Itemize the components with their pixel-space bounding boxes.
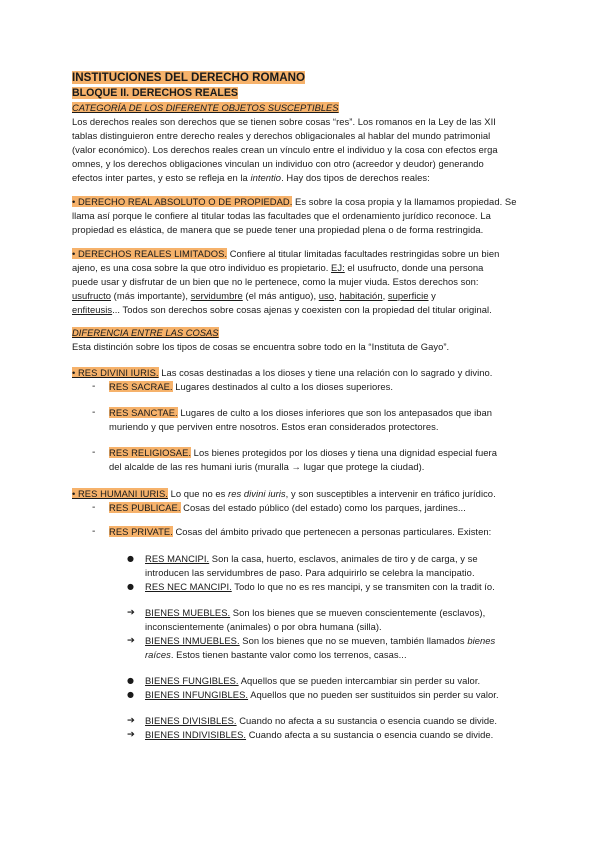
limitados-text: , [334,290,340,301]
diferencia-text: Esta distinción sobre los tipos de cosas se encuentra sobre todo en la “Instituta de Gayo”. [72,341,450,352]
intro-intentio: intentio [250,172,282,183]
limitados-text: (más importante), [111,290,191,301]
religiosae-text: Los bienes protegidos por los dioses y tiena una dignidad especial fuera [191,447,497,458]
propiedad-text: Es sobre la cosa propia y la llamamos propiedad. Se [292,196,517,207]
divisibles-label: BIENES DIVISIBLES. [145,715,237,726]
indivisibles-line [145,728,493,742]
sacrae-label: RES SACRAE. [109,381,173,392]
propiedad-label: • DERECHO REAL ABSOLUTO O DE PROPIEDAD. [72,196,293,207]
sanctae-label: RES SANCTAE. [109,407,178,418]
intro-text: efectos inter partes, y esto se refleja en la [72,172,251,183]
limitados-text-2c: el usufructo, donde una persona [344,262,484,273]
intro-line-1: Los derechos reales son derechos que se tienen sobre cosas “res”. Los romanos en la Ley de las XII [72,116,496,127]
term-usufructo: usufructo [72,290,112,301]
limitados-ej: EJ: [331,262,345,273]
document-title-text: INSTITUCIONES DEL DERECHO ROMANO [72,71,305,84]
mancipi-line-2: introducen las servidumbres de paso. Para adquirirlo se celebra la mancipatio. [145,567,475,578]
term-servidumbre: servidumbre [190,290,243,301]
inmuebles-line-2 [145,648,407,662]
sacrae-text: Lugares destinados al culto a los dioses superiores. [172,381,394,392]
mancipi-line-1 [145,552,478,566]
term-superficie: superficie [387,290,429,301]
dash-marker: - [92,407,96,418]
limitados-label: • DERECHOS REALES LIMITADOS. [72,248,228,259]
limitados-line-4 [72,289,436,303]
intro-line-5 [72,171,430,185]
fungibles-label: BIENES FUNGIBLES. [145,675,239,686]
muebles-label: BIENES MUEBLES. [145,607,231,618]
limitados-line-5 [72,303,492,317]
intro-text-end: . Hay dos tipos de derechos reales: [281,172,430,183]
sanctae-text: Lugares de culto a los dioses inferiores que son los antepasados que iban [177,407,492,418]
arrow-right-icon: ➔ [127,635,135,646]
muebles-line-1 [145,606,485,620]
propiedad-line-2: llama así porque le confiere al titular todas las facultades que el ordenamiento jurídico reconoce. La [72,210,491,221]
publicae-text: Cosas del estado público (del estado) como los parques, jardines... [180,502,466,513]
muebles-line-2: inconscientemente (animales) o por obra humana (silla). [145,621,382,632]
section-heading-diferencia-text: DIFERENCIA ENTRE LAS COSAS [72,327,219,338]
block-title [72,87,238,100]
religiosae-label: RES RELIGIOSAE. [109,447,192,458]
block-title-text: BLOQUE II. DERECHOS REALES [72,87,238,99]
arrow-right-icon: ➔ [127,715,135,726]
humani-italic: res divini iuris [228,488,286,499]
bullet-dot-icon: ● [127,554,134,563]
private-line [109,525,491,539]
infungibles-line [145,688,499,702]
limitados-line-2 [72,261,483,275]
religiosae-line-1 [109,446,497,460]
term-enfiteusis: enfiteusis [72,304,113,315]
document-title [72,71,305,85]
private-text: Cosas del ámbito privado que pertenecen a personas particulares. Existen: [172,526,492,537]
section-heading-diferencia [72,326,219,340]
necmancipi-label: RES NEC MANCIPI. [145,581,232,592]
mancipi-label: RES MANCIPI. [145,553,210,564]
intro-line-4: omnes, y los derechos obligaciones vinculan un individuo con otro (acreedor y deudor) generando [72,158,484,169]
publicae-label: RES PUBLICAE. [109,502,181,513]
divisibles-line [145,714,497,728]
inmuebles-italic: bienes [467,635,496,646]
necmancipi-text: Todo lo que no es res mancipi, y se transmiten con la tradit ío. [231,581,495,592]
inmuebles-italic-2: raíces [145,649,171,660]
bullet-dot-icon: ● [127,690,134,699]
humani-text: Lo que no es [167,488,229,499]
sacrae-line [109,380,393,394]
indivisibles-text: Cuando afecta a su sustancia o esencia cuando se divide. [246,729,494,740]
infungibles-text: Aquellos que no pueden ser sustituidos sin perder su valor. [248,689,499,700]
term-habitacion: habitación [339,290,383,301]
bullet-dot-icon: ● [127,582,134,591]
inmuebles-line-1 [145,634,495,648]
limitados-text: , [382,290,388,301]
sanctae-line-2: muriendo y que perviven entre nosotros. Estos eran considerados protectores. [109,421,439,432]
limitados-text: Confiere al titular limitadas facultades restringidas sobre un bien [227,248,500,259]
dash-marker: - [92,526,96,537]
propiedad-line-1 [72,195,516,209]
humani-line [72,487,496,501]
section-heading-categoria-text: CATEGORÍA DE LOS DIFERENTE OBJETOS SUSCEPTIBLES [72,102,339,113]
fungibles-line [145,674,480,688]
private-label: RES PRIVATE. [109,526,173,537]
dash-marker: - [92,381,96,392]
arrow-right-icon: ➔ [127,729,135,740]
indivisibles-label: BIENES INDIVISIBLES. [145,729,247,740]
limitados-text: ... Todos son derechos sobre cosas ajenas y coexisten con la propiedad del titular original. [112,304,492,315]
inmuebles-text-2: . Estos tienen bastante valor como los terrenos, casas... [170,649,407,660]
sanctae-line-1 [109,406,492,420]
term-uso: uso [318,290,335,301]
fungibles-text: Aquellos que se pueden intercambiar sin perder su valor. [238,675,481,686]
necmancipi-line [145,580,495,594]
infungibles-label: BIENES INFUNGIBLES. [145,689,249,700]
inmuebles-text: Son los bienes que no se mueven, también llamados [239,635,468,646]
limitados-text-2a: ajeno, es una cosa sobre la que otro individuo es propietario. [72,262,332,273]
humani-label: • RES HUMANI IURIS. [72,488,168,499]
propiedad-line-3: propiedad es elástica, de manera que se puede tener una propiedad plena o de forma restringida. [72,224,484,235]
limitados-text: y [428,290,436,301]
religiosae-line-2: del alcalde de las res humani iuris (muralla → lugar que protege la ciudad). [109,461,425,472]
muebles-text: Son los bienes que se mueven conscientemente (esclavos), [230,607,486,618]
divisibles-text: Cuando no afecta a su sustancia o esencia cuando se divide. [236,715,498,726]
bullet-dot-icon: ● [127,676,134,685]
intro-line-2: tablas distinguieron entre derecho reales y derechos obligacionales al hablar del mundo patrimonial [72,130,491,141]
inmuebles-label: BIENES INMUEBLES. [145,635,240,646]
divini-label: • RES DIVINI IURIS. [72,367,159,378]
intro-line-3: (valor económico). Los derechos reales crean un vínculo entre el individuo y la cosa con efectos erga [72,144,498,155]
section-heading-categoria [72,101,339,115]
limitados-text: (el más antiguo), [242,290,319,301]
limitados-line-3: puede usar y disfrutar de un bien que no le pertenece, como la mujer viuda. Estos derechos son: [72,276,479,287]
publicae-line [109,501,466,515]
humani-text-end: , y son susceptibles a intervenir en tráfico jurídico. [285,488,496,499]
divini-line [72,366,492,380]
limitados-line-1 [72,247,499,261]
mancipi-text: Son la casa, huerto, esclavos, animales de tiro y de carga, y se [209,553,478,564]
arrow-right-icon: ➔ [127,607,135,618]
dash-marker: - [92,447,96,458]
dash-marker: - [92,502,96,513]
divini-text: Las cosas destinadas a los dioses y tiene una relación con lo sagrado y divino. [158,367,493,378]
